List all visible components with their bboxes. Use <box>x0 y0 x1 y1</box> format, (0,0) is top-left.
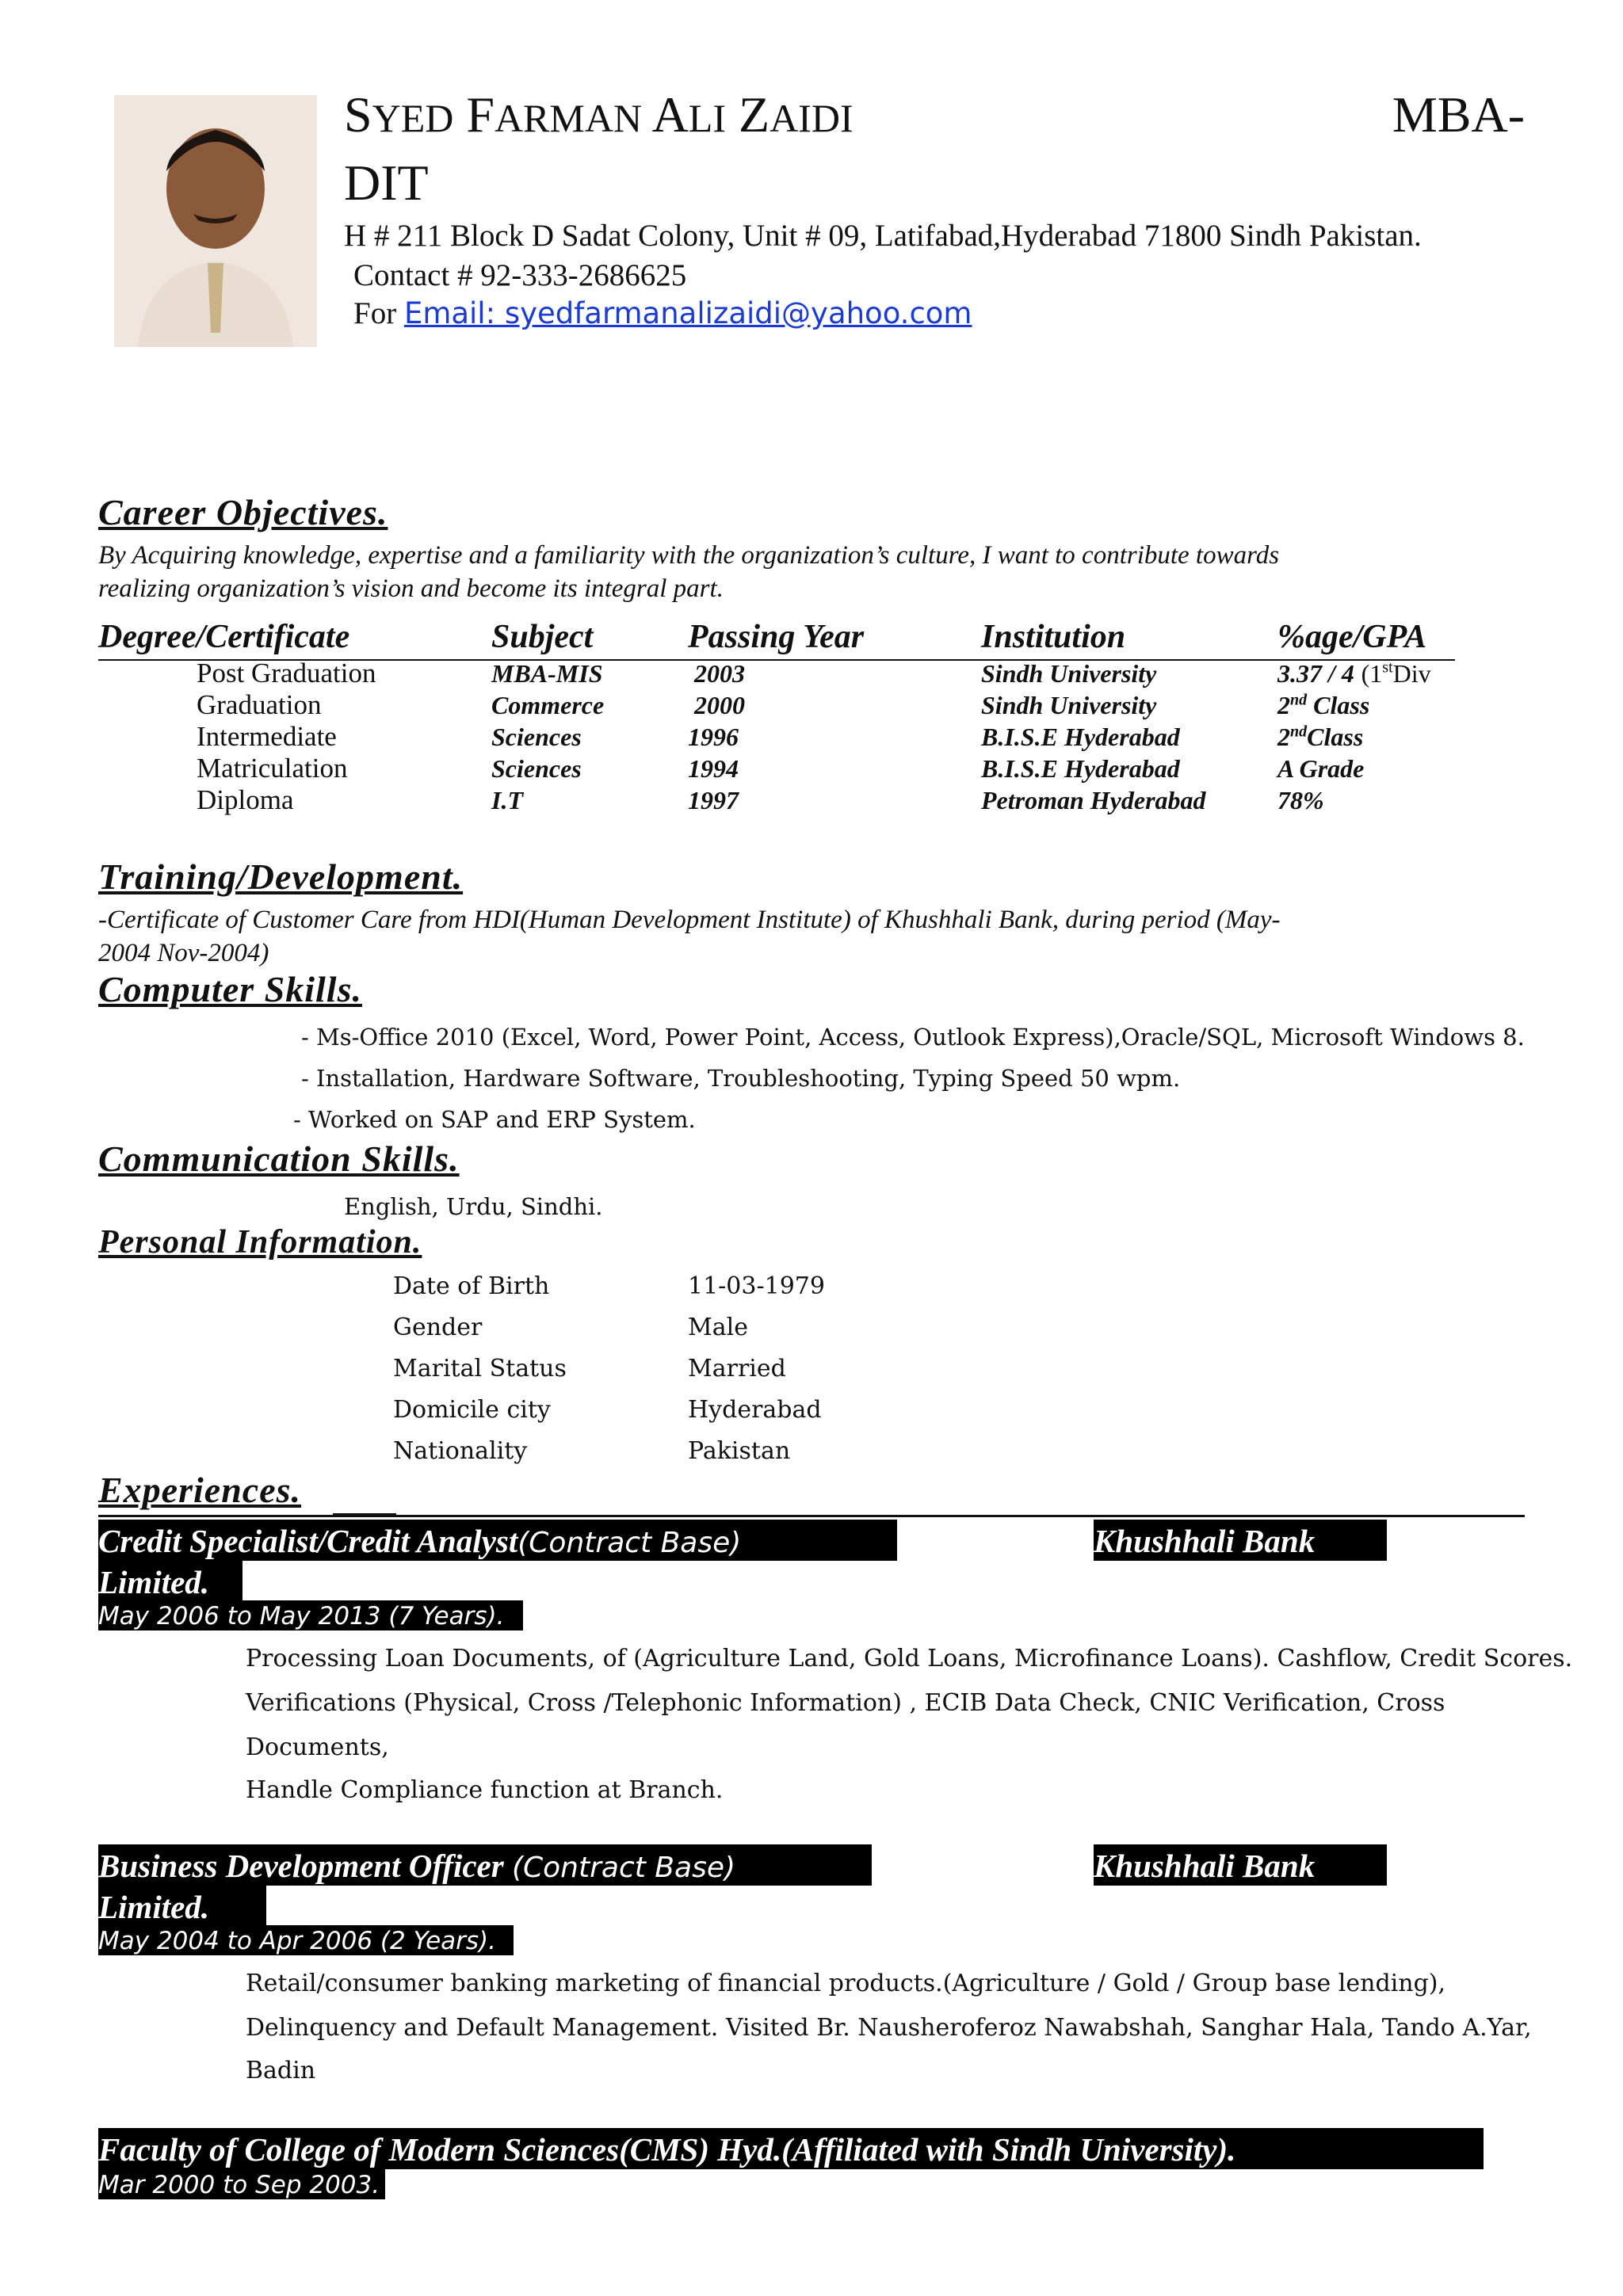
career-line: By Acquiring knowledge, expertise and a familiarity with the organization’s culture, I want to contribute towards <box>98 541 1280 570</box>
personal-label: Marital Status <box>393 1355 567 1383</box>
personal-value: Hyderabad <box>688 1396 822 1424</box>
job-type: (Contract Base) <box>511 1852 736 1884</box>
subject-cell: Commerce <box>491 691 605 719</box>
table-row: Matriculation <box>197 753 348 784</box>
duty-text: Delinquency and Default Management. Visited Br. Nausheroferoz Nawabshah, Sanghar Hala, Tando A.Yar, <box>246 2014 1532 2042</box>
header-grade: %age/GPA <box>1277 619 1427 655</box>
grade-tail: Class <box>1307 691 1370 719</box>
subject-cell: I.T <box>491 786 523 814</box>
name-initial: S <box>344 86 372 143</box>
experiences-heading: Experiences. <box>98 1470 302 1510</box>
computer-skill-item: - Ms-Office 2010 (Excel, Word, Power Point, Access, Outlook Express),Oracle/SQL, Microsoft Windows 8. <box>301 1024 1525 1051</box>
training-line: -Certificate of Customer Care from HDI(Human Development Institute) of Khushhali Bank, during period (May- <box>98 906 1281 934</box>
email-line <box>353 293 972 334</box>
grade-value: 2 <box>1277 723 1290 751</box>
personal-label: Date of Birth <box>393 1272 550 1300</box>
grade-sup: st <box>1382 658 1393 677</box>
computer-skill-item: - Worked on SAP and ERP System. <box>293 1106 696 1133</box>
header-passing-year: Passing Year <box>688 619 865 655</box>
header-subject: Subject <box>491 619 594 655</box>
company-name-continued: Limited. <box>98 1886 266 1925</box>
grade-cell <box>1277 721 1363 753</box>
job-period: May 2004 to Apr 2006 (2 Years). <box>98 1925 514 1955</box>
duty-text-wrap: Badin <box>246 2057 316 2084</box>
company-bar <box>1094 1844 1387 1886</box>
personal-value: 11-03-1979 <box>688 1272 825 1300</box>
subject-cell: MBA-MIS <box>491 659 603 688</box>
grade-cell: A Grade <box>1277 754 1365 783</box>
institution-name: College of Modern Sciences(CMS) Hyd. <box>244 2131 782 2168</box>
duty-text: Processing Loan Documents, of (Agriculture Land, Gold Loans, Microfinance Loans). Cashflow, Credit Scores. <box>246 1645 1573 1672</box>
grade-cell <box>1277 658 1431 689</box>
career-line: realizing organization’s vision and become its integral part. <box>98 574 724 603</box>
person-portrait-icon <box>114 95 317 347</box>
job-title: Credit Specialist/Credit Analyst <box>98 1523 518 1559</box>
name-part: AIDI <box>769 96 854 140</box>
training-text <box>98 903 1281 970</box>
job-period: May 2006 to May 2013 (7 Years). <box>98 1600 523 1630</box>
table-row: Diploma <box>197 784 294 815</box>
personal-label: Nationality <box>393 1437 528 1465</box>
address: H # 211 Block D Sadat Colony, Unit # 09, Latifabad,Hyderabad 71800 Sindh Pakistan. <box>344 219 1422 253</box>
personal-value: Married <box>688 1355 786 1383</box>
email-link[interactable]: Email: syedfarmanalizaidi@yahoo.com <box>403 296 972 330</box>
company-name: Khushhali Bank <box>1094 1848 1316 1884</box>
duty-text-wrap: Documents, <box>246 1733 389 1761</box>
contact-number: Contact # 92-333-2686625 <box>353 258 687 292</box>
profile-photo <box>114 95 317 347</box>
grade-sup: nd <box>1290 723 1308 741</box>
header-institution: Institution <box>981 619 1126 655</box>
duty-text: Handle Compliance function at Branch. <box>246 1776 724 1804</box>
communication-skills-text: English, Urdu, Sindhi. <box>344 1193 603 1220</box>
subject-cell: Sciences <box>491 754 582 783</box>
duty-text: Verifications (Physical, Cross /Telephonic Information) , ECIB Data Check, CNIC Verification, Cross <box>246 1689 1445 1717</box>
training-line: 2004 Nov-2004) <box>98 939 269 967</box>
career-objectives-heading: Career Objectives. <box>98 492 388 532</box>
personal-label: Domicile city <box>393 1396 551 1424</box>
grade-value: 3.37 / 4 <box>1277 659 1354 688</box>
name-initial: Z <box>738 86 770 143</box>
grade-tail: Class <box>1307 723 1364 751</box>
career-objectives-text <box>98 539 1279 605</box>
degree-title: MBA- <box>1392 86 1525 143</box>
job-period: Mar 2000 to Sep 2003. <box>98 2169 385 2199</box>
section-divider <box>98 1515 1525 1517</box>
name-initial: A <box>651 86 689 143</box>
personal-value: Pakistan <box>688 1437 791 1465</box>
year-cell: 2000 <box>694 691 745 719</box>
year-cell: 2003 <box>694 659 745 688</box>
email-prefix: For <box>353 296 404 330</box>
training-heading: Training/Development. <box>98 856 464 897</box>
personal-value: Male <box>688 1314 748 1341</box>
grade-extra: (1 <box>1361 659 1383 688</box>
table-row: Intermediate <box>197 721 337 752</box>
year-cell: 1994 <box>688 754 739 783</box>
job-title-bar <box>98 1844 872 1886</box>
company-bar <box>1094 1520 1387 1561</box>
table-row: Graduation <box>197 689 322 720</box>
candidate-name <box>344 81 1525 152</box>
table-row: Post Graduation <box>197 658 376 688</box>
job-title: Faculty of <box>98 2131 237 2168</box>
job-title: Business Development Officer <box>98 1848 504 1884</box>
name-initial: F <box>466 86 495 143</box>
personal-info-heading: Personal Information. <box>98 1224 422 1261</box>
computer-skills-heading: Computer Skills. <box>98 969 362 1009</box>
grade-value: 2 <box>1277 691 1290 719</box>
communication-skills-heading: Communication Skills. <box>98 1138 460 1179</box>
name-part: LI <box>688 96 726 140</box>
year-cell: 1996 <box>688 723 739 751</box>
grade-cell <box>1277 689 1369 721</box>
subject-cell: Sciences <box>491 723 582 751</box>
institution-cell: Sindh University <box>981 691 1157 719</box>
name-part: YED <box>372 96 454 140</box>
year-cell: 1997 <box>688 786 739 814</box>
institution-cell: Sindh University <box>981 659 1157 688</box>
personal-label: Gender <box>393 1314 483 1341</box>
name-part: ARMAN <box>494 96 643 140</box>
computer-skill-item: - Installation, Hardware Software, Troubleshooting, Typing Speed 50 wpm. <box>301 1065 1181 1092</box>
job-type: (Contract Base) <box>517 1527 742 1559</box>
job-title-bar <box>98 2128 1484 2169</box>
grade-sup: nd <box>1290 691 1308 709</box>
header-degree: Degree/Certificate <box>98 619 350 655</box>
institution-cell: B.I.S.E Hyderabad <box>981 723 1180 751</box>
affiliation: (Affiliated with Sindh University). <box>781 2131 1236 2168</box>
company-name-continued: Limited. <box>98 1561 242 1600</box>
grade-tail: Div <box>1392 659 1431 688</box>
company-name: Khushhali Bank <box>1094 1523 1316 1559</box>
institution-cell: Petroman Hyderabad <box>981 786 1206 814</box>
grade-cell: 78% <box>1277 786 1324 814</box>
duty-text: Retail/consumer banking marketing of financial products.(Agriculture / Gold / Group base lending), <box>246 1970 1446 1997</box>
institution-cell: B.I.S.E Hyderabad <box>981 754 1180 783</box>
job-title-bar <box>98 1520 897 1561</box>
degree-title-continued: DIT <box>344 154 429 211</box>
